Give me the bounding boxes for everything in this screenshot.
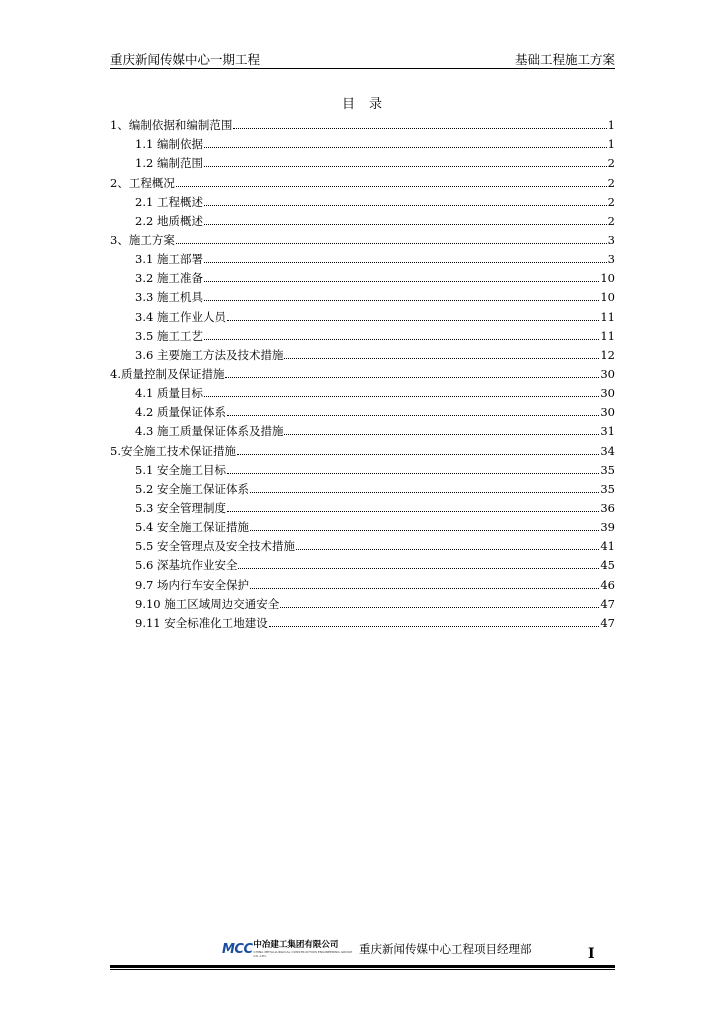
toc-entry-page: 12 <box>600 347 615 362</box>
page-header <box>110 48 615 69</box>
toc-entry[interactable] <box>110 209 615 228</box>
toc-entry[interactable] <box>110 285 615 304</box>
toc-title: 目录 <box>341 97 396 112</box>
toc-entry[interactable] <box>110 324 615 343</box>
toc-leader-dots <box>204 215 607 225</box>
toc-leader-dots <box>204 253 607 263</box>
toc-leader-dots <box>227 464 599 474</box>
toc-entry-label: 1.2 编制范围 <box>135 156 203 171</box>
toc-entry-label: 5.5 安全管理点及安全技术措施 <box>135 539 295 554</box>
toc-entry-label: 4.2 质量保证体系 <box>135 405 226 420</box>
toc-leader-dots <box>204 330 599 340</box>
toc-entry-page: 45 <box>600 558 615 573</box>
toc-entry-label: 9.10 施工区域周边交通安全 <box>135 596 280 611</box>
toc-entry-label: 5.6 深基坑作业安全 <box>135 558 238 573</box>
toc-entry[interactable] <box>110 113 615 132</box>
company-name-cn: 中冶建工集团有限公司 <box>253 940 339 950</box>
toc-entry-label: 5.安全施工技术保证措施 <box>110 443 236 458</box>
toc-entry[interactable] <box>110 419 615 438</box>
toc-entry-label: 1.1 编制依据 <box>135 137 203 152</box>
toc-entry[interactable] <box>110 496 615 515</box>
toc-entry-label: 3、施工方案 <box>110 232 175 247</box>
toc-entry[interactable] <box>110 515 615 534</box>
toc-leader-dots <box>204 157 607 167</box>
toc-entry[interactable] <box>110 362 615 381</box>
toc-entry[interactable] <box>110 438 615 457</box>
toc-entry[interactable] <box>110 400 615 419</box>
toc-leader-dots <box>204 387 599 397</box>
toc-entry-label: 4.1 质量目标 <box>135 386 203 401</box>
toc-entry-page: 11 <box>600 328 615 343</box>
toc-entry-page: 34 <box>600 443 615 458</box>
toc-entry-page: 47 <box>600 596 615 611</box>
toc-leader-dots <box>204 196 607 206</box>
toc-entry-label: 5.2 安全施工保证体系 <box>135 481 249 496</box>
toc-entry-page: 31 <box>600 424 615 439</box>
toc-leader-dots <box>176 234 607 244</box>
toc-leader-dots <box>280 598 599 608</box>
footer-rule-thick <box>110 965 615 968</box>
toc-entry-page: 30 <box>600 386 615 401</box>
company-name-block <box>253 940 358 958</box>
toc-entry[interactable] <box>110 304 615 323</box>
toc-entry-page: 1 <box>607 118 615 133</box>
toc-entry-page: 36 <box>600 500 615 515</box>
toc-entry-page: 2 <box>607 175 615 190</box>
toc-leader-dots <box>269 617 600 627</box>
toc-entry-label: 4.质量控制及保证措施 <box>110 366 225 381</box>
toc-entry-page: 46 <box>600 577 615 592</box>
toc-entry-label: 3.1 施工部署 <box>135 252 203 267</box>
toc-entry[interactable] <box>110 572 615 591</box>
toc-leader-dots <box>227 406 599 416</box>
toc-entry-page: 2 <box>607 213 615 228</box>
toc-entry-page: 2 <box>607 194 615 209</box>
toc-entry[interactable] <box>110 611 615 630</box>
toc-leader-dots <box>237 445 599 455</box>
toc-entry[interactable] <box>110 381 615 400</box>
toc-entry-label: 2.1 工程概述 <box>135 194 203 209</box>
toc-entry-label: 2、工程概况 <box>110 175 175 190</box>
toc-entry[interactable] <box>110 190 615 209</box>
toc-entry-label: 9.11 安全标准化工地建设 <box>135 615 268 630</box>
toc-entry-page: 47 <box>600 615 615 630</box>
page-number: I <box>588 946 595 962</box>
table-of-contents <box>110 113 615 630</box>
toc-entry[interactable] <box>110 553 615 572</box>
toc-leader-dots <box>233 119 606 129</box>
toc-leader-dots <box>284 425 599 435</box>
toc-entry-label: 3.4 施工作业人员 <box>135 309 226 324</box>
footer-department: 重庆新闻传媒中心工程项目经理部 <box>359 942 532 956</box>
toc-entry-label: 2.2 地质概述 <box>135 213 203 228</box>
toc-entry[interactable] <box>110 132 615 151</box>
toc-entry[interactable] <box>110 247 615 266</box>
toc-entry-label: 3.6 主要施工方法及技术措施 <box>135 347 284 362</box>
toc-leader-dots <box>225 368 599 378</box>
toc-entry-label: 3.2 施工准备 <box>135 271 203 286</box>
toc-entry-page: 2 <box>607 156 615 171</box>
toc-entry[interactable] <box>110 170 615 189</box>
toc-entry-page: 10 <box>600 271 615 286</box>
toc-entry[interactable] <box>110 151 615 170</box>
toc-entry-label: 5.3 安全管理制度 <box>135 500 226 515</box>
mcc-logo-icon: MCC <box>222 941 253 957</box>
toc-entry-page: 35 <box>600 481 615 496</box>
header-document-title: 基础工程施工方案 <box>514 52 615 67</box>
toc-leader-dots <box>238 559 599 569</box>
toc-entry[interactable] <box>110 534 615 553</box>
toc-entry-label: 5.4 安全施工保证措施 <box>135 520 249 535</box>
toc-entry-page: 30 <box>600 366 615 381</box>
header-project-title: 重庆新闻传媒中心一期工程 <box>110 52 261 67</box>
toc-leader-dots <box>284 349 599 359</box>
toc-entry[interactable] <box>110 228 615 247</box>
toc-entry-page: 1 <box>607 137 615 152</box>
toc-entry-label: 3.5 施工工艺 <box>135 328 203 343</box>
toc-entry[interactable] <box>110 458 615 477</box>
company-name-en: CHINA METALLURGICAL CONSTRUCTION ENGINEERING GROUP CO.,LTD. <box>253 950 353 958</box>
toc-leader-dots <box>227 502 599 512</box>
toc-entry[interactable] <box>110 592 615 611</box>
toc-entry[interactable] <box>110 477 615 496</box>
toc-entry[interactable] <box>110 343 615 362</box>
toc-leader-dots <box>250 579 599 589</box>
toc-entry-page: 11 <box>600 309 615 324</box>
footer-rule-thin <box>110 969 615 970</box>
toc-entry-label: 4.3 施工质量保证体系及措施 <box>135 424 284 439</box>
toc-entry-page: 41 <box>600 539 615 554</box>
toc-leader-dots <box>204 291 599 301</box>
toc-entry-label: 3.3 施工机具 <box>135 290 203 305</box>
toc-leader-dots <box>204 138 607 148</box>
toc-leader-dots <box>296 540 599 550</box>
toc-entry-label: 9.7 场内行车安全保护 <box>135 577 249 592</box>
toc-entry[interactable] <box>110 266 615 285</box>
toc-leader-dots <box>250 521 599 531</box>
toc-entry-page: 3 <box>607 232 615 247</box>
toc-entry-page: 3 <box>607 252 615 267</box>
toc-leader-dots <box>227 311 599 321</box>
company-logo <box>222 938 358 960</box>
toc-leader-dots <box>250 483 599 493</box>
toc-entry-page: 10 <box>600 290 615 305</box>
toc-entry-page: 39 <box>600 520 615 535</box>
toc-entry-label: 1、编制依据和编制范围 <box>110 118 233 133</box>
toc-entry-page: 30 <box>600 405 615 420</box>
toc-entry-page: 35 <box>600 462 615 477</box>
toc-leader-dots <box>204 272 599 282</box>
toc-leader-dots <box>176 177 607 187</box>
toc-entry-label: 5.1 安全施工目标 <box>135 462 226 477</box>
